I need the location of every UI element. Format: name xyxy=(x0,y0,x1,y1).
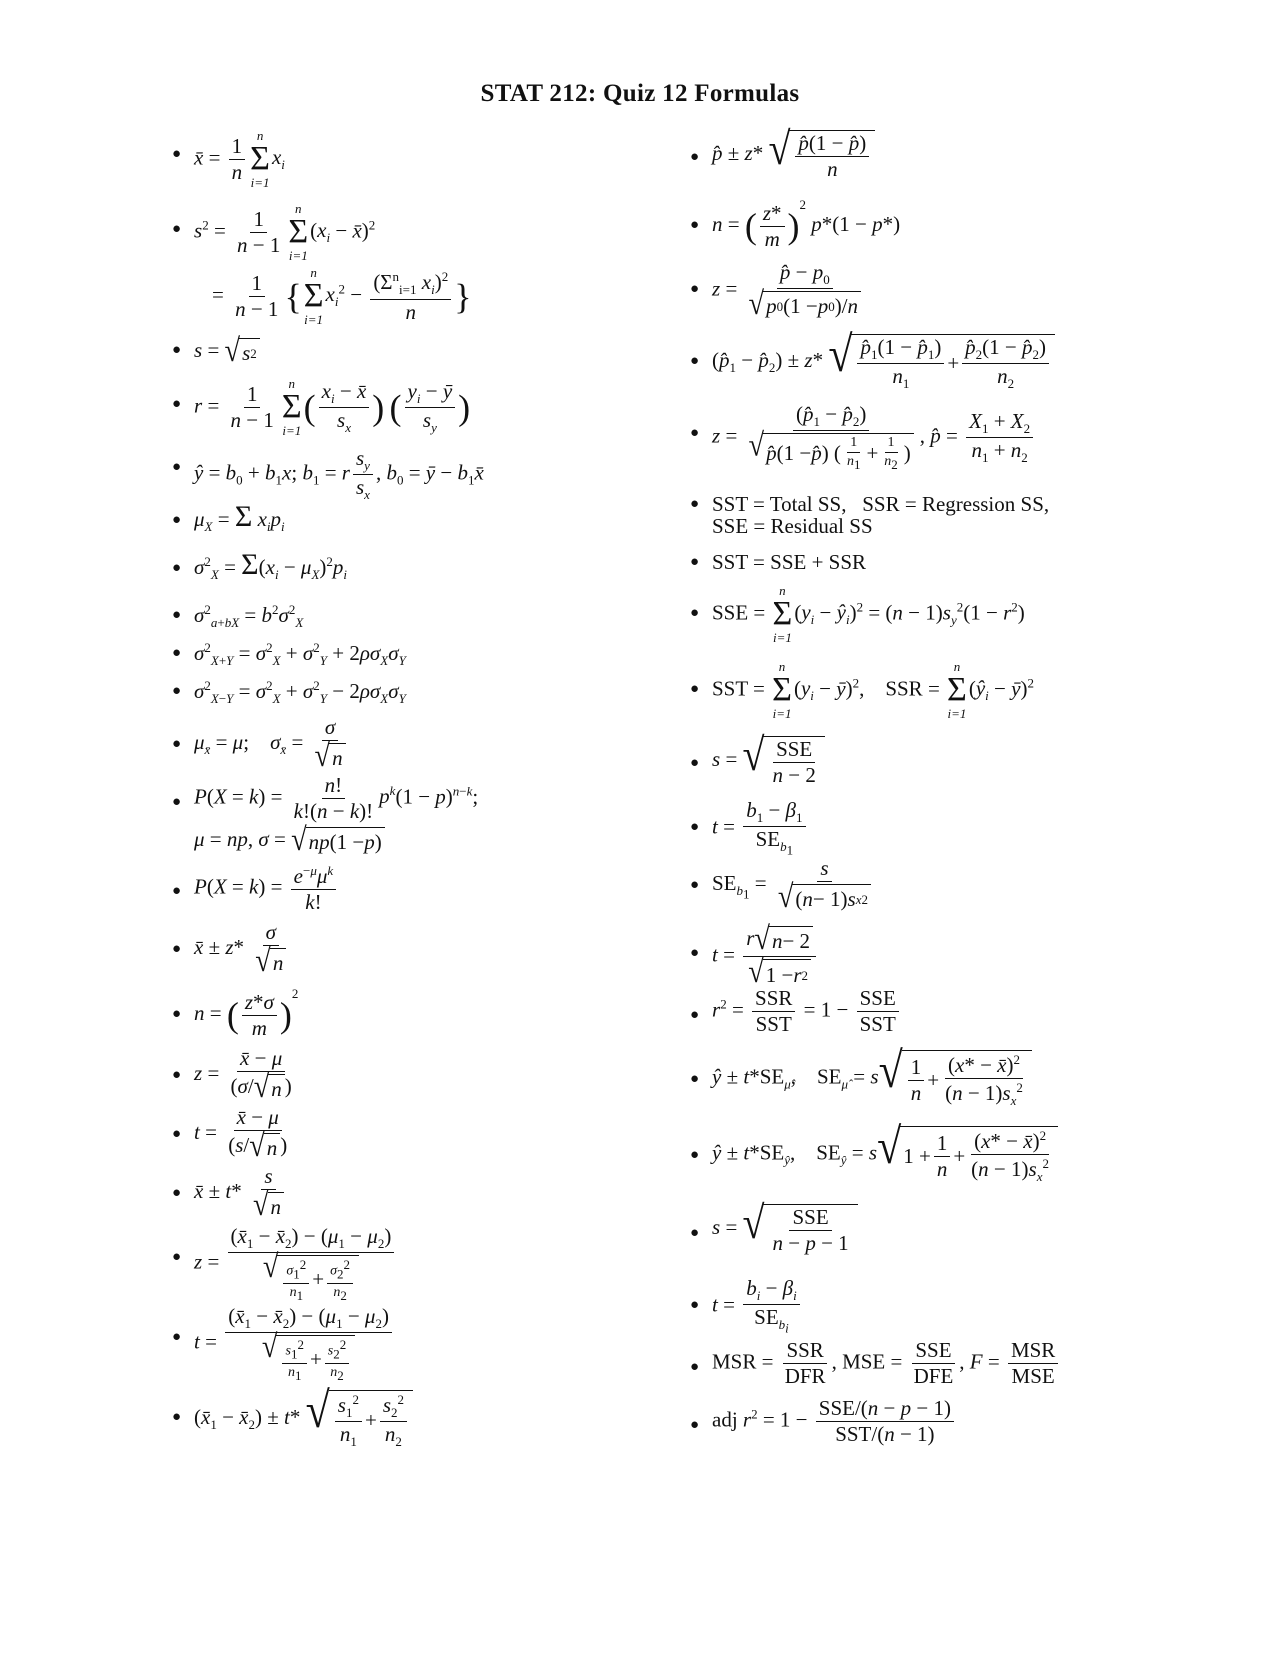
msr-label: MSR xyxy=(712,1349,757,1374)
sst-definition: SST = Total SS, xyxy=(712,492,847,516)
page-title: STAT 212: Quiz 12 Formulas xyxy=(480,80,800,107)
adj-label: adj xyxy=(712,1407,738,1432)
sse-definition: SSE = Residual SS xyxy=(712,514,873,538)
mse-label: MSE xyxy=(842,1349,886,1374)
sst-equation: SST = SSE + SSR xyxy=(712,550,867,574)
ssr-definition: SSR = Regression SS, xyxy=(862,492,1050,516)
dfr-label: DFR xyxy=(784,1364,826,1388)
dfe-label: DFE xyxy=(913,1364,954,1388)
